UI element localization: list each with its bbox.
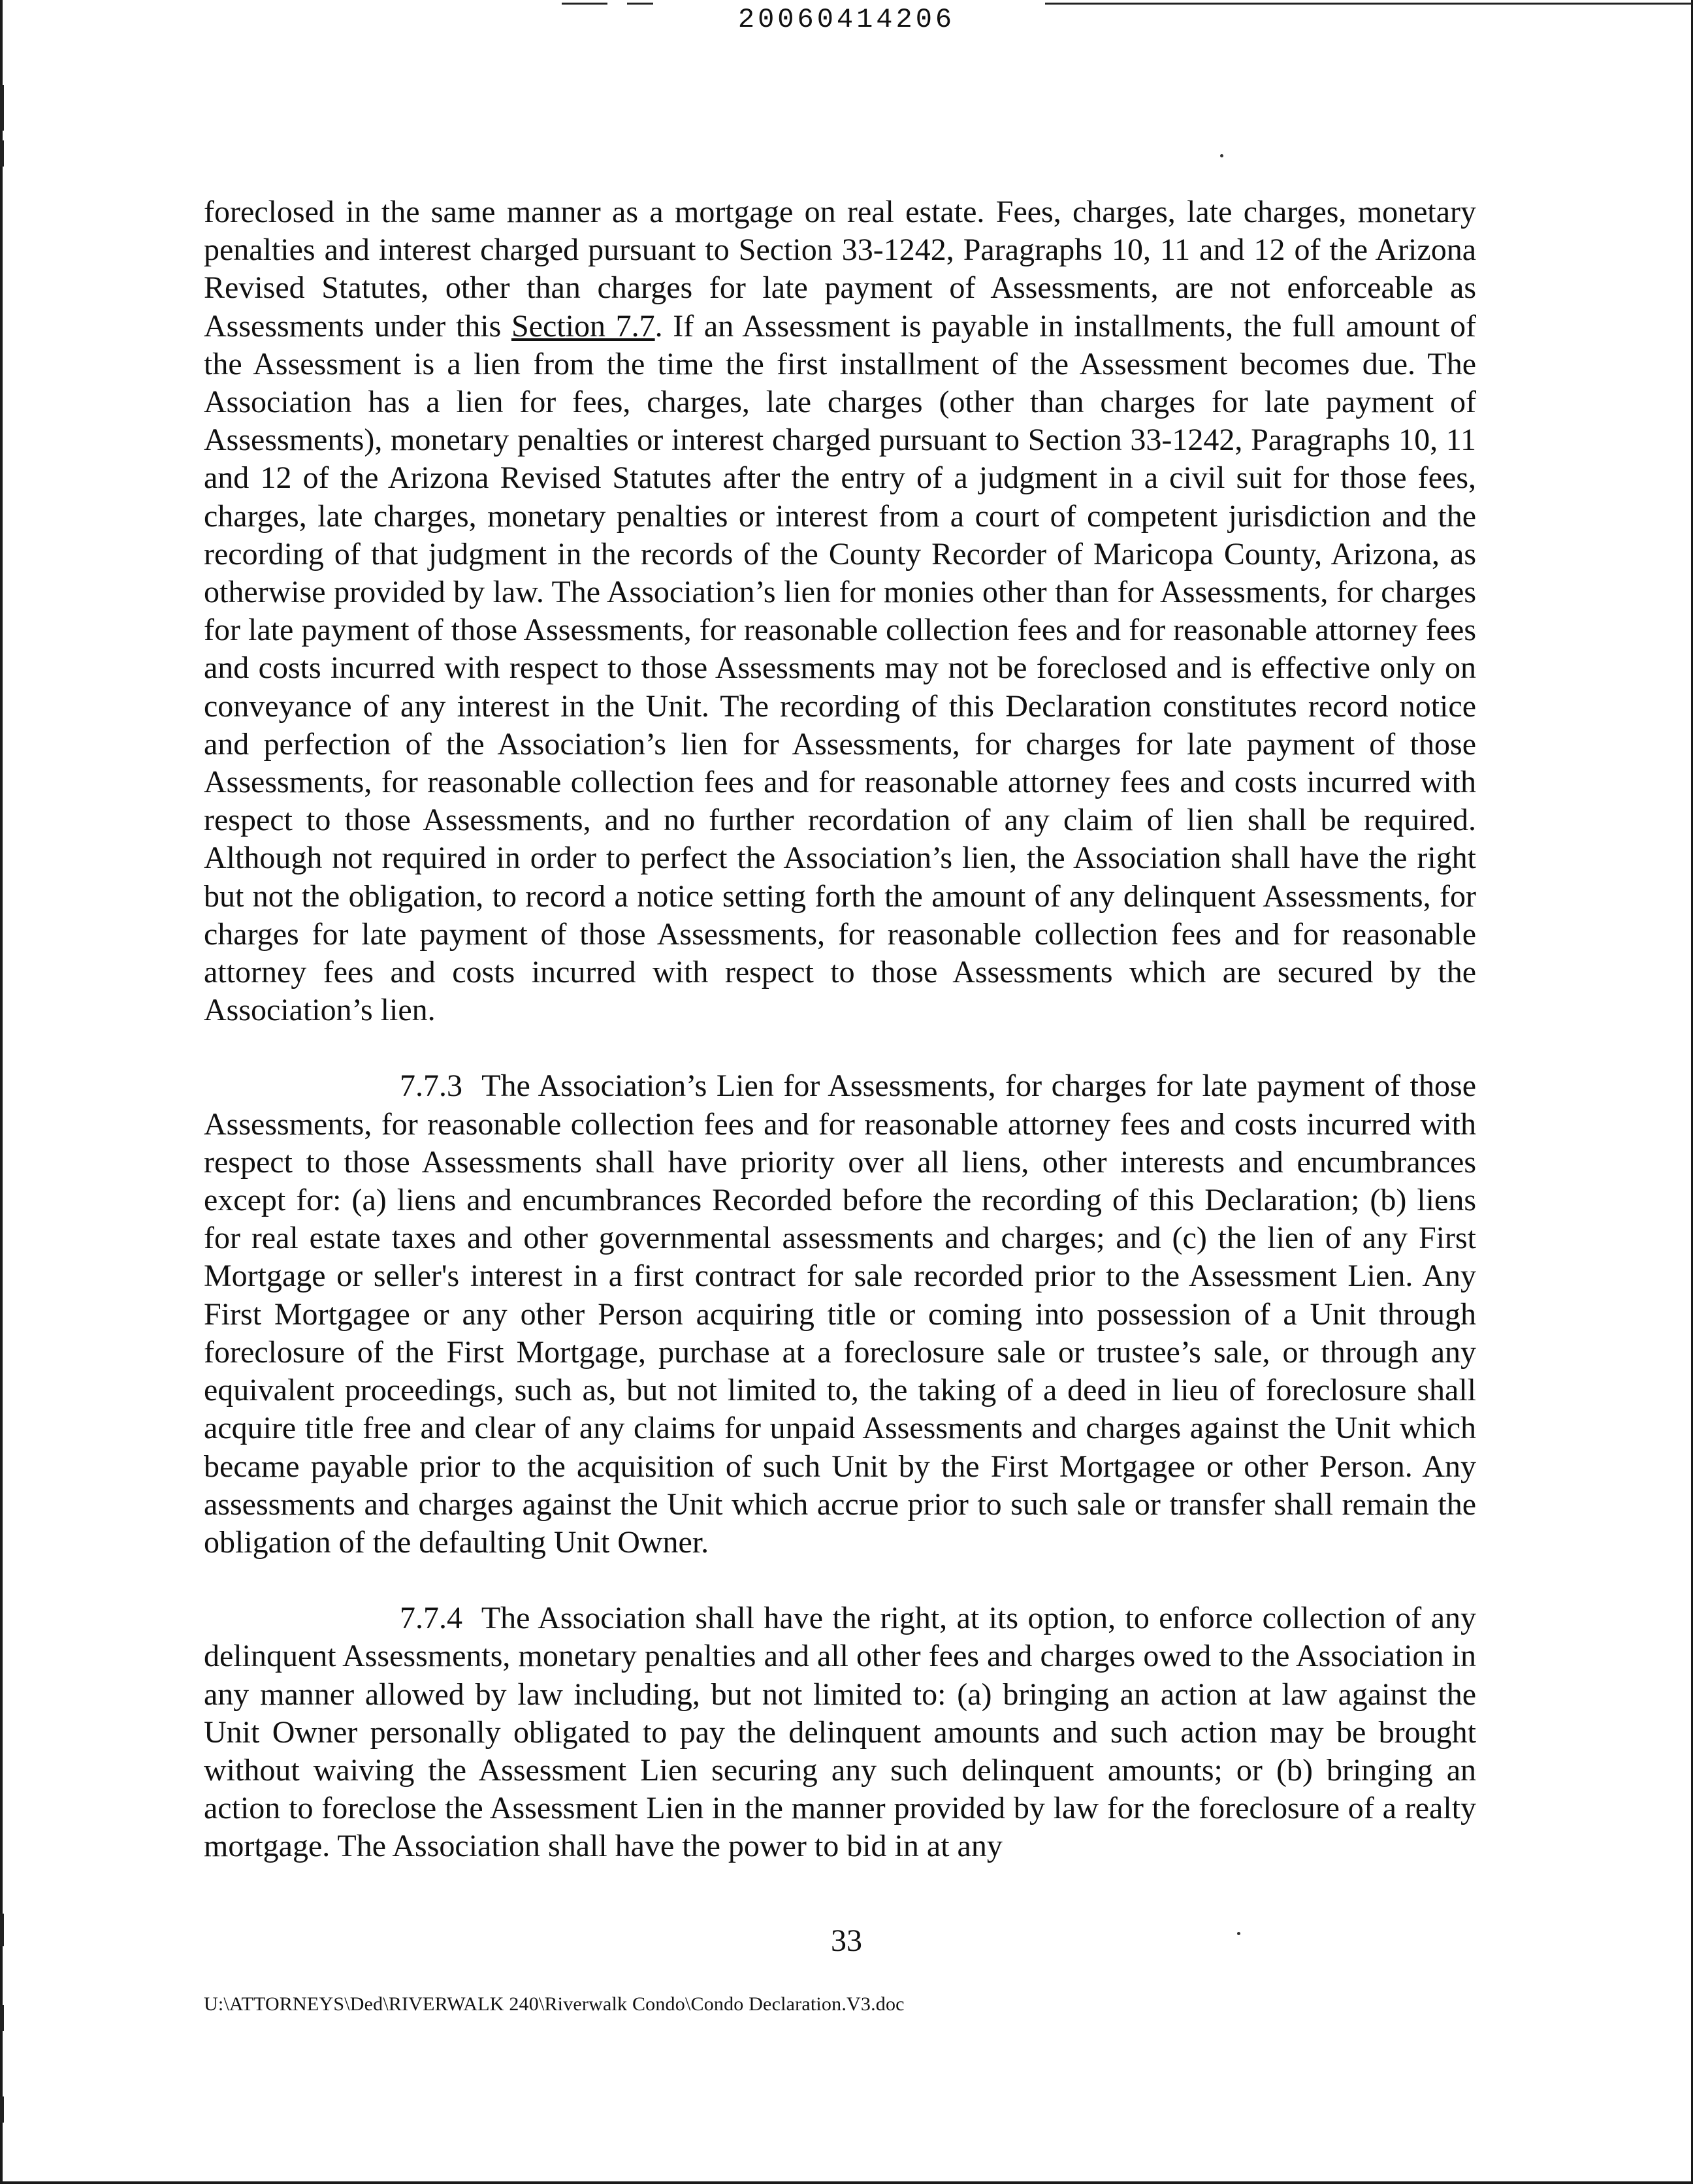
- page-number: 33: [831, 1923, 862, 1958]
- scan-margin-mark: [0, 140, 4, 167]
- section-number: 7.7.3: [400, 1068, 462, 1104]
- scan-left-edge: [0, 0, 3, 2184]
- scan-margin-mark: [0, 2005, 4, 2031]
- paragraph-continuation: [204, 193, 1476, 1029]
- scan-bottom-edge: [0, 2181, 1693, 2184]
- scan-speck: [1220, 154, 1223, 157]
- scan-margin-mark: [0, 2096, 4, 2123]
- section-7-7-4: [204, 1599, 1476, 1865]
- scan-margin-mark: [0, 85, 4, 131]
- section-text: The Association’s Lien for Assessments, for charges for late payment of those Assessments, for reasonable collection fees and for reasonable attorney fees and costs incurred with respect to those Assessments shall have priority over all liens, other interests and encumbrances except for: (a) liens and encumbrances Recorded before the recording of this Declaration; (b) liens for real estate taxes and other governmental assessments and charges; and (c) the lien of any First Mortgage or seller's interest in a first contract for sale recorded prior to the Assessment Lien. Any First Mortgagee or any other Person acquiring title or coming into possession of a Unit through foreclosure of the First Mortgage, purchase at a foreclosure sale or trustee’s sale, or through any equivalent proceedings, such as, but not limited to, the taking of a deed in lieu of foreclosure shall acquire title free and clear of any claims for unpaid Assessments and charges against the Unit which became payable prior to the acquisition of such Unit by the First Mortgagee or other Person. Any assessments and charges against the Unit which accrue prior to such sale or transfer shall remain the obligation of the defaulting Unit Owner.: [204, 1068, 1477, 1560]
- section-text: The Association shall have the right, at its option, to enforce collection of any delinquent Assessments, monetary penalties and all other fees and charges owed to the Association in any manner allowed by law including, but not limited to: (a) bringing an action at law against the Unit Owner personally obligated to pay the delinquent amounts and such action may be brought without waiving the Assessment Lien securing any such delinquent amounts; or (b) bringing an action to foreclose the Assessment Lien in the manner provided by law for the foreclosure of a realty mortgage. The Association shall have the power to bid in at any: [204, 1601, 1477, 1864]
- footer-file-path: U:\ATTORNEYS\Ded\RIVERWALK 240\Riverwalk Condo\Condo Declaration.V3.doc: [204, 1993, 905, 2015]
- document-body: [204, 193, 1476, 1904]
- paragraph-text-end: . If an Assessment is payable in installments, the full amount of the Assessment is a lien from the time the first installment of the Assessment becomes due. The Association has a lien for fees, charges, late charges (other than charges for late payment of Assessments), monetary penalties or interest charged pursuant to Section 33-1242, Paragraphs 10, 11 and 12 of the Arizona Revised Statutes after the entry of a judgment in a civil suit for those fees, charges, late charges, monetary penalties or interest from a court of competent jurisdiction and the recording of that judgment in the records of the County Recorder of Maricopa County, Arizona, as otherwise provided by law. The Association’s lien for monies other than for Assessments, for charges for late payment of those Assessments, for reasonable collection fees and for reasonable attorney fees and costs incurred with respect to those Assessments may not be foreclosed and is effective only on conveyance of any interest in the Unit. The recording of this Declaration constitutes record notice and perfection of the Association’s lien for Assessments, for charges for late payment of those Assessments, for reasonable collection fees and for reasonable attorney fees and costs incurred with respect to those Assessments, and no further recordation of any claim of lien shall be required. Although not required in order to perfect the Association’s lien, the Association shall have the right but not the obligation, to record a notice setting forth the amount of any delinquent Assessments, for charges for late payment of those Assessments, for reasonable collection fees and for reasonable attorney fees and costs incurred with respect to those Assessments which are secured by the Association’s lien.: [204, 308, 1476, 1028]
- document-number: 20060414206: [737, 4, 956, 35]
- section-number: 7.7.4: [400, 1601, 462, 1636]
- paragraph-text-start: foreclosed in the same manner as a mortgage on real estate. Fees, charges, late charges, monetary penalties and interest charged pursuant to Section 33-1242, Paragraphs 10, 11 and 12 of the Arizona Revised Statutes, other than charges for late payment of Assessments, are not enforceable as Assessments under this: [204, 195, 1476, 344]
- section-7-7-3: [204, 1067, 1476, 1562]
- section-reference: Section 7.7: [511, 308, 655, 344]
